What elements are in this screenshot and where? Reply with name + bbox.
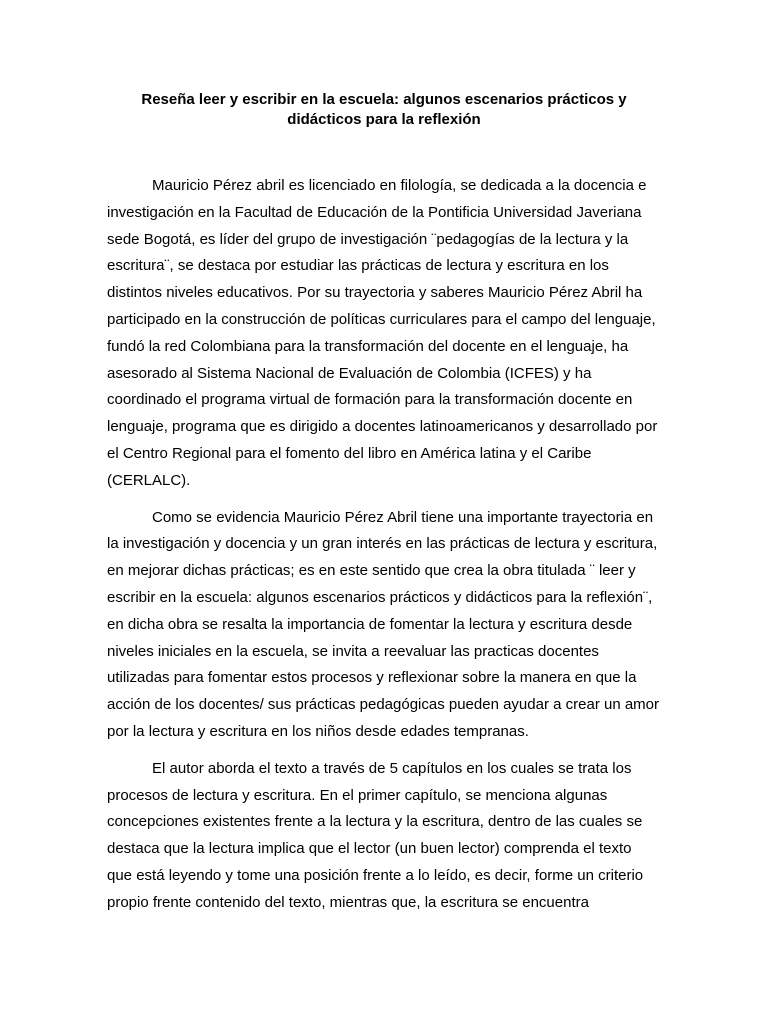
- paragraph-author-bio: [107, 173, 661, 495]
- text-line: en dicha obra se resalta la importancia de fomentar la lectura y escritura desde: [107, 615, 633, 633]
- title-line: Reseña leer y escribir en la escuela: algunos escenarios prácticos y: [141, 91, 627, 108]
- text-line: escribir en la escuela: algunos escenarios prácticos y didácticos para la reflexión¨,: [107, 588, 653, 606]
- text-line: escritura¨, se destaca por estudiar las prácticas de lectura y escritura en los: [107, 257, 609, 275]
- text-line: coordinado el programa virtual de formación para la transformación docente en: [107, 391, 633, 409]
- document-title: [107, 90, 661, 130]
- text-line: sede Bogotá, es líder del grupo de investigación ¨pedagogías de la lectura y la: [107, 230, 629, 248]
- text-line: por la lectura y escritura en los niños desde edades tempranas.: [107, 722, 529, 740]
- text-line: niveles iniciales en la escuela, se invita a reevaluar las practicas docentes: [107, 642, 599, 660]
- text-line: participado en la construcción de políticas curriculares para el campo del lenguaje,: [107, 310, 656, 328]
- text-line: concepciones existentes frente a la lectura y la escritura, dentro de las cuales se: [107, 813, 643, 831]
- text-line: El autor aborda el texto a través de 5 capítulos en los cuales se trata los: [152, 759, 632, 777]
- text-line: fundó la red Colombiana para la transformación del docente en el lenguaje, ha: [107, 337, 629, 355]
- paragraph-work-overview: [107, 505, 661, 746]
- text-line: investigación en la Facultad de Educación de la Pontificia Universidad Javeriana: [107, 203, 642, 221]
- text-line: el Centro Regional para el fomento del libro en América latina y el Caribe: [107, 444, 592, 462]
- text-line: propio frente contenido del texto, mientras que, la escritura se encuentra: [107, 893, 589, 911]
- text-line: destaca que la lectura implica que el lector (un buen lector) comprenda el texto: [107, 840, 632, 858]
- text-line: la investigación y docencia y un gran interés en las prácticas de lectura y escritura,: [107, 535, 658, 553]
- text-line: en mejorar dichas prácticas; es en este sentido que crea la obra titulada ¨ leer y: [107, 562, 636, 580]
- text-line: acción de los docentes/ sus prácticas pedagógicas pueden ayudar a crear un amor: [107, 696, 660, 714]
- text-line: distintos niveles educativos. Por su trayectoria y saberes Mauricio Pérez Abril ha: [107, 284, 643, 302]
- paragraph-chapters: [107, 756, 661, 917]
- text-line: Mauricio Pérez abril es licenciado en filología, se dedicada a la docencia e: [152, 177, 647, 194]
- text-line: procesos de lectura y escritura. En el primer capítulo, se menciona algunas: [107, 786, 608, 804]
- text-line: asesorado al Sistema Nacional de Evaluación de Colombia (ICFES) y ha: [107, 364, 592, 382]
- text-line: Como se evidencia Mauricio Pérez Abril tiene una importante trayectoria en: [152, 508, 654, 526]
- title-line: didácticos para la reflexión: [287, 111, 481, 128]
- document-body: [107, 173, 661, 927]
- text-line: lenguaje, programa que es dirigido a docentes latinoamericanos y desarrollado por: [107, 418, 658, 436]
- text-line: que está leyendo y tome una posición frente a lo leído, es decir, forme un criterio: [107, 866, 644, 884]
- text-line: utilizadas para fomentar estos procesos y reflexionar sobre la manera en que la: [107, 669, 637, 687]
- text-line: (CERLALC).: [107, 471, 191, 489]
